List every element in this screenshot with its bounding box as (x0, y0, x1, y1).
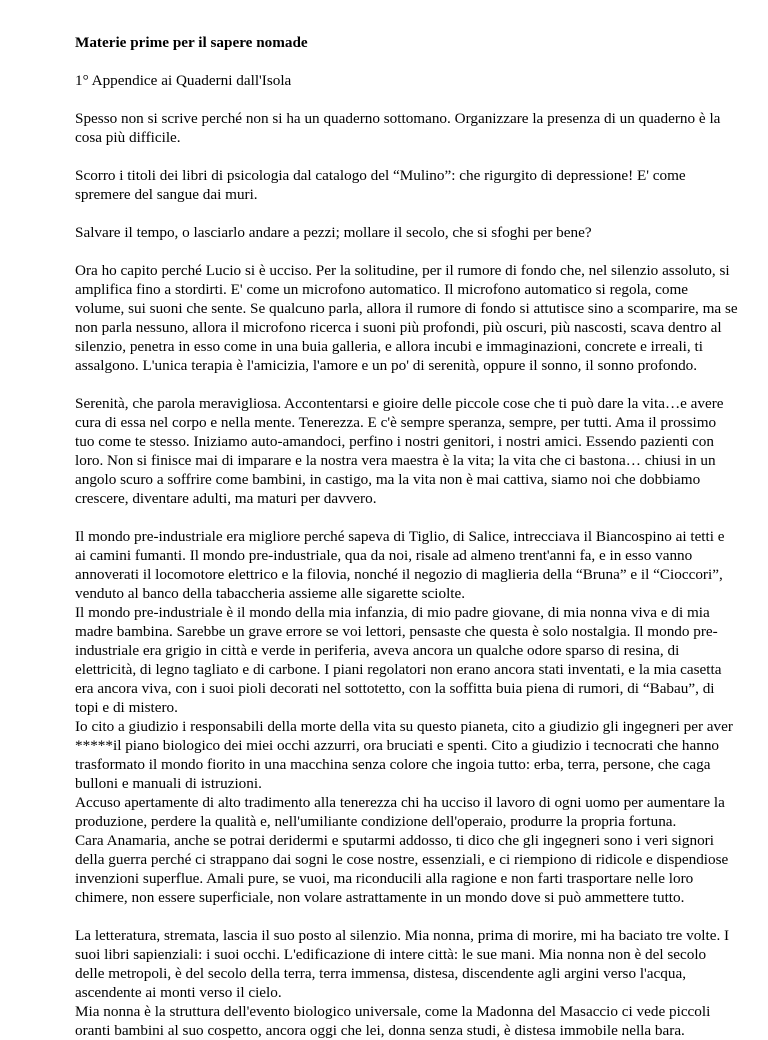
paragraph: Scorro i titoli dei libri di psicologia dal catalogo del “Mulino”: che rigurgito di depressione! E' come spremere del sangue dai muri. (75, 167, 686, 203)
paragraph: Cara Anamaria, anche se potrai deridermi e sputarmi addosso, ti dico che gli ingegneri sono i veri signori della guerra perché ci strappano dai sogni le cose nostre, essenziali, e ci riempiono di ridicole e dispendiose invenzioni superflue. Amali pure, se vuoi, ma riconducili alla ragione e non farti trasportare nelle loro chimere, non essere superficiale, non volare astrattamente in un mondo dove si può ammettere tutto. (75, 832, 729, 906)
paragraph: Mia nonna è la struttura dell'evento biologico universale, come la Madonna del Masaccio ci vede piccoli oranti bambini al suo cospetto, ancora oggi che lei, donna senza studi, è distesa immobile nella bara. (75, 1003, 711, 1039)
paragraph: La letteratura, stremata, lascia il suo posto al silenzio. Mia nonna, prima di morire, mi ha baciato tre volte. I suoi libri sapienziali: i suoi occhi. L'edificazione di intere città: le sue mani. Mia nonna non è del secolo delle metropoli, è del secolo della terra, terra immensa, distesa, discendente agli argini verso l'acqua, ascendente ai monti verso il cielo. (75, 927, 730, 1001)
paragraph: Ora ho capito perché Lucio si è ucciso. Per la solitudine, per il rumore di fondo che, nel silenzio assoluto, si amplifica fino a stordirti. E' come un microfono automatico. Il microfono automatico si regola, come volume, sui suoni che sente. Se qualcuno parla, allora il rumore di fondo si attutisce sino a scomparire, ma se non parla nessuno, allora il microfono ricerca i suoni più profondi, più oscuri, più nascosti, scava dentro al silenzio, penetra in esso come in una buia galleria, e allora incubi e immaginazioni, concrete e irreali, ti assalgono. L'unica terapia è l'amicizia, l'amore e un po' di serenità, oppure il sonno, il sonno profondo. (75, 262, 738, 374)
paragraph: Spesso non si scrive perché non si ha un quaderno sottomano. Organizzare la presenza di un quaderno è la cosa più difficile. (75, 110, 721, 146)
paragraph: Accuso apertamente di alto tradimento alla tenerezza chi ha ucciso il lavoro di ogni uomo per aumentare la produzione, perdere la qualità e, nell'umiliante condizione dell'operaio, produrre la propria fortuna. (75, 794, 725, 830)
paragraph: Serenità, che parola meravigliosa. Accontentarsi e gioire delle piccole cose che ti può dare la vita…e avere cura di essa nel corpo e nella mente. Tenerezza. E c'è sempre speranza, sempre, per tutti. Ama il prossimo tuo come te stesso. Iniziamo auto-amandoci, perfino i nostri genitori, i nostri amici. Essendo pazienti con loro. Non si finisce mai di imparare e la nostra vera maestra è la vita; la vita che ci bastona… chiusi in un angolo scuro a soffrire come bambini, in castigo, ma la vita non è mai cattiva, siamo noi che dobbiamo crescere, diventare adulti, ma maturi per davvero. (75, 395, 724, 507)
paragraph: Il mondo pre-industriale era migliore perché sapeva di Tiglio, di Salice, intrecciava il Biancospino ai tetti e ai camini fumanti. Il mondo pre-industriale, qua da noi, risale ad almeno trent'anni fa, e in esso vanno annoverati il locomotore elettrico e la filovia, nonché il negozio di maglieria della “Bruna” e il “Cioccori”, venduto al banco della tabaccheria assieme alle sigarette sciolte. (75, 528, 725, 602)
paragraph: Il mondo pre-industriale è il mondo della mia infanzia, di mio padre giovane, di mia nonna viva e di mia madre bambina. Sarebbe un grave errore se voi lettori, pensaste che questa è solo nostalgia. Il mondo pre-industriale era grigio in città e verde in periferia, aveva ancora un qualche odore sparso di resina, di elettricità, di legno tagliato e di carbone. I piani regolatori non erano ancora stati inventati, e la mia casetta era ancora viva, con i suoi pioli decorati nel sottotetto, con la soffitta buia piena di rumori, di “Babau”, di topi e di mistero. (75, 604, 722, 716)
document-title: Materie prime per il sapere nomade (75, 34, 308, 51)
document-subtitle: 1° Appendice ai Quaderni dall'Isola (75, 72, 292, 89)
paragraph: Io cito a giudizio i responsabili della morte della vita su questo pianeta, cito a giudizio gli ingegneri per aver *****il piano biologico dei miei occhi azzurri, ora bruciati e spenti. Cito a giudizio i tecnocrati che hanno trasformato il mondo fiorito in una macchina senza colore che ingoia tutto: erba, terra, persone, che caga bulloni e manuali di istruzioni. (75, 718, 733, 792)
paragraph: Salvare il tempo, o lasciarlo andare a pezzi; mollare il secolo, che si sfoghi per bene? (75, 224, 592, 241)
